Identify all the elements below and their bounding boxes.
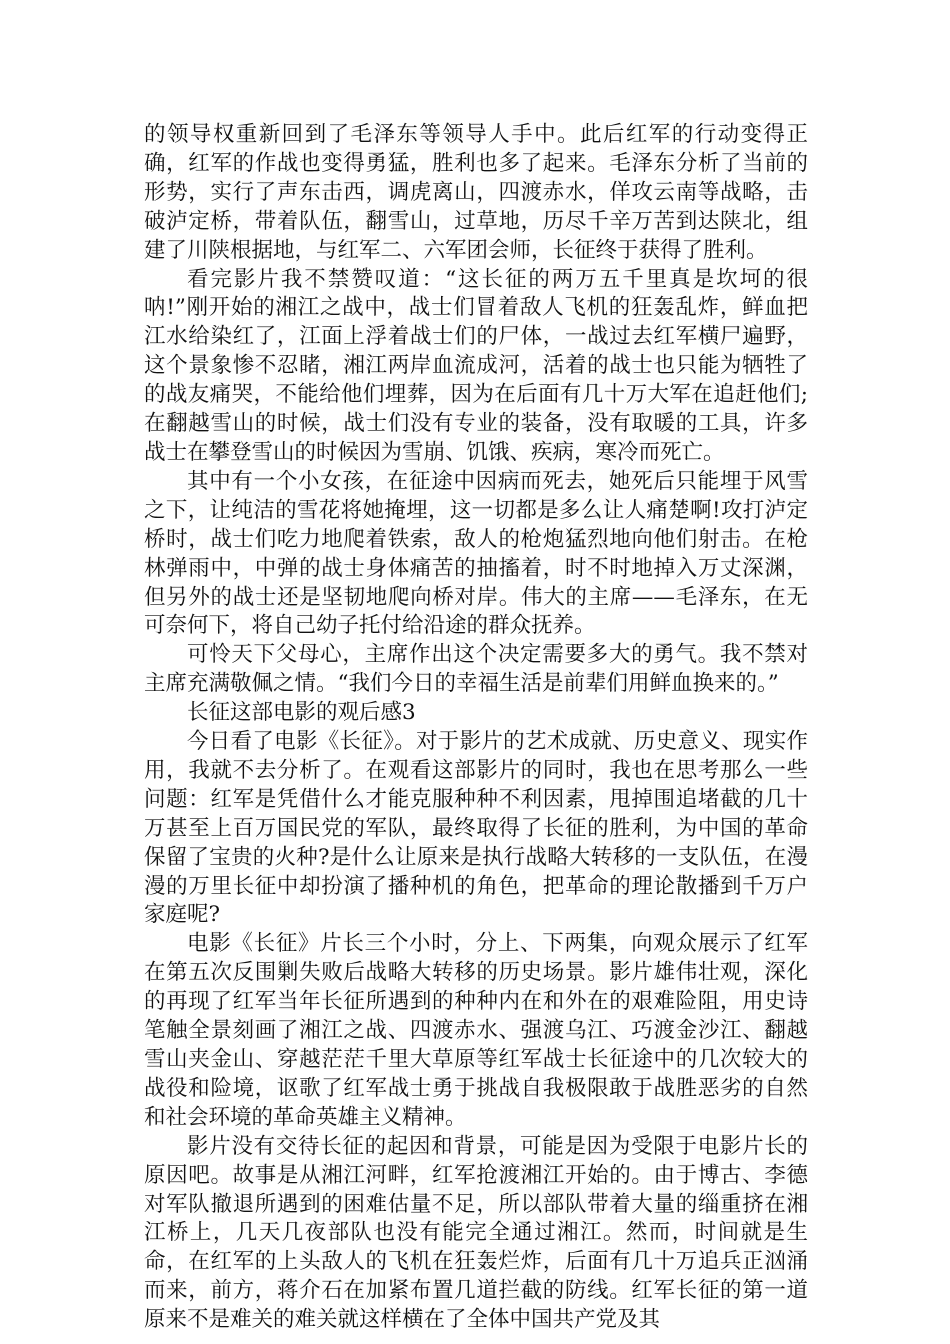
section-heading: 长征这部电影的观后感3 (187, 700, 416, 726)
paragraph-2: 看完影片我不禁赞叹道：“这长征的两万五千里真是坎坷的很呐!”刚开始的湘江之战中，战士们冒着敌人飞机的狂轰乱炸，鲜血把江水给染红了，江面上浮着战士们的尸体，一战过去红军横尸遍野，这个景象惨不忍睹，湘江两岸血流成河，活着的战士也只能为牺牲了的战友痛哭，不能给他们埋葬，因为在后面有几十万大军在追赶他们;在翻越雪山的时候，战士们没有专业的装备，没有取暖的工具，许多战士在攀登雪山的时候因为雪崩、饥饿、疾病，寒冷而死亡。 (144, 266, 808, 465)
paragraph-5: 今日看了电影《长征》。对于影片的艺术成就、历史意义、现实作用，我就不去分析了。在观看这部影片的同时，我也在思考那么一些问题：红军是凭借什么才能克服种种不利因素，甩掉围追堵截的几十万甚至上百万国民党的军队，最终取得了长征的胜利，为中国的革命保留了宝贵的火种?是什么让原来是执行战略大转移的一支队伍，在漫漫的万里长征中却扮演了播种机的角色，把革命的理论散播到千万户家庭呢? (144, 729, 808, 928)
paragraph-7: 影片没有交待长征的起因和背景，可能是因为受限于电影片长的原因吧。故事是从湘江河畔，红军抢渡湘江开始的。由于博古、李德对军队撤退所遇到的困难估量不足，所以部队带着大量的缁重挤在湘江桥上，几天几夜部队也没有能完全通过湘江。然而，时间就是生命，在红军的上头敌人的飞机在狂轰烂炸，后面有几十万追兵正汹涌而来，前方，蒋介石在加紧布置几道拦截的防线。红军长征的第一道原来不是难关的难关就这样横在了全体中国共产党及其 (144, 1133, 808, 1333)
paragraph-1: 的领导权重新回到了毛泽东等领导人手中。此后红军的行动变得正确，红军的作战也变得勇猛，胜利也多了起来。毛泽东分析了当前的形势，实行了声东击西，调虎离山，四渡赤水，佯攻云南等战略，击破泸定桥，带着队伍，翻雪山，过草地，历尽千辛万苦到达陕北，组建了川陕根据地，与红军二、六军团会师，长征终于获得了胜利。 (144, 122, 808, 263)
paragraph-4: 可怜天下父母心，主席作出这个决定需要多大的勇气。我不禁对主席充满敬佩之情。“我们今日的幸福生活是前辈们用鲜血换来的。” (144, 642, 808, 697)
document-body (144, 121, 808, 1335)
paragraph-6: 电影《长征》片长三个小时，分上、下两集，向观众展示了红军在第五次反围剿失败后战略大转移的历史场景。影片雄伟壮观，深化的再现了红军当年长征所遇到的种种内在和外在的艰难险阻，用史诗笔触全景刻画了湘江之战、四渡赤水、强渡乌江、巧渡金沙江、翻越雪山夹金山、穿越茫茫千里大草原等红军战士长征途中的几次较大的战役和险境，讴歌了红军战士勇于挑战自我极限敢于战胜恶劣的自然和社会环境的革命英雄主义精神。 (144, 931, 808, 1130)
paragraph-3: 其中有一个小女孩，在征途中因病而死去，她死后只能埋于风雪之下，让纯洁的雪花将她掩埋，这一切都是多么让人痛楚啊!攻打泸定桥时，战士们吃力地爬着铁索，敌人的枪炮猛烈地向他们射击。在枪林弹雨中，中弹的战士身体痛苦的抽搐着，时不时地掉入万丈深渊，但另外的战士还是坚韧地爬向桥对岸。伟大的主席——毛泽东，在无可奈何下，将自己幼子托付给沿途的群众抚养。 (144, 468, 808, 639)
